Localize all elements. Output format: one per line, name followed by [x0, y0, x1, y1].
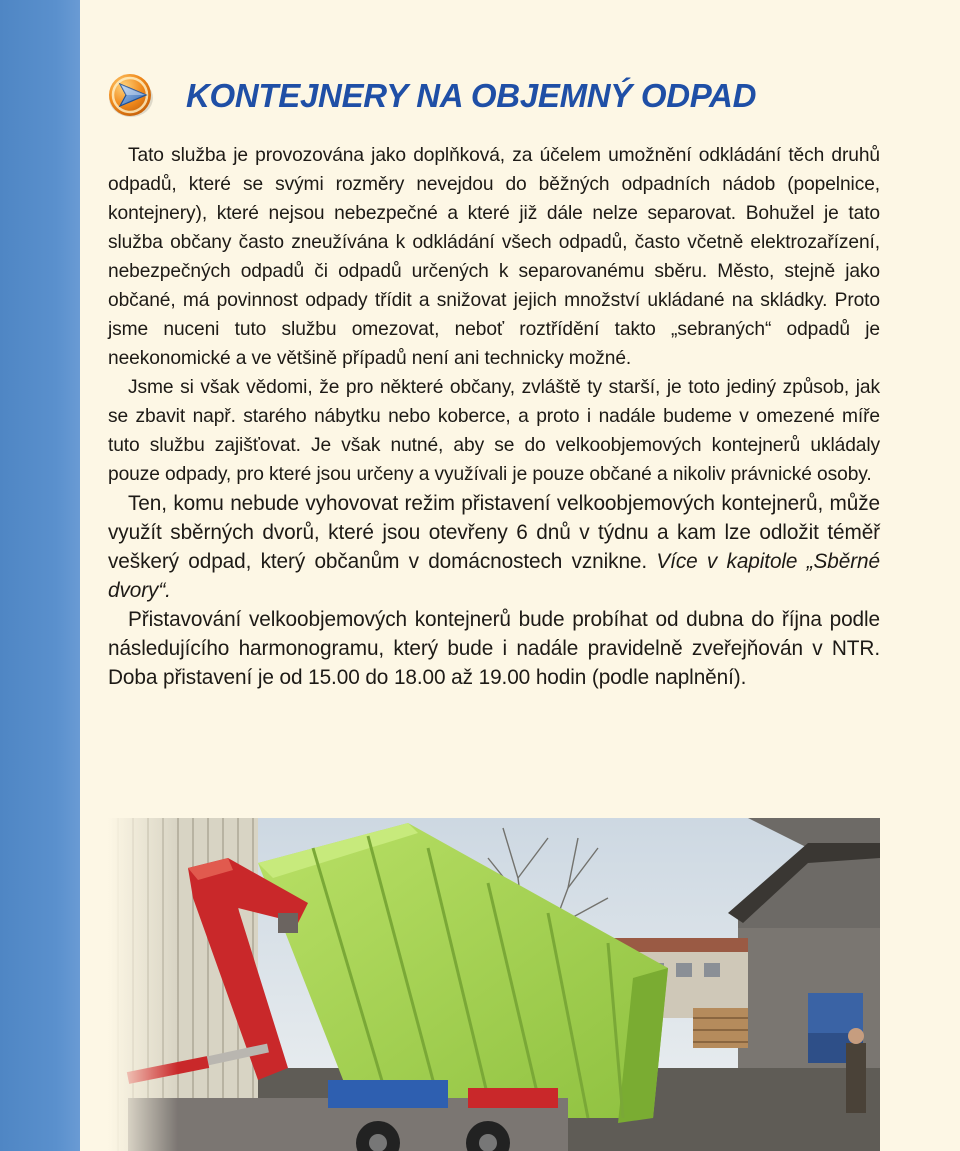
- arrow-badge-icon: [106, 70, 158, 122]
- paragraph-schedule: Přistavování velkoobjemových kontejnerů bude probíhat od dubna do října podle následujícího harmonogramu, který bude i nadále pravidelně zveřejňován v NTR. Doba přistavení je od 15.00 do 18.00 až 19.00 hodin (podle naplnění).: [108, 608, 880, 689]
- paragraph-collection-yards: [108, 489, 880, 605]
- photo-illustration: [108, 818, 880, 1151]
- side-color-band: [0, 0, 80, 1151]
- container-truck-photo: [108, 818, 880, 1151]
- paragraph-intro: Tato služba je provozována jako doplňková, za účelem umožnění odkládání těch druhů odpadů, které se svými rozměry nevejdou do běžných odpadních nádob (popelnice, kontejnery), které nejsou nebezpečné a které již dále nelze separovat. Bohužel je tato služba občany často zneužívána k odkládání všech odpadů, často včetně elektrozařízení, nebezpečných odpadů či odpadů určených k separovanému sběru. Město, stejně jako občané, má povinnost odpady třídit a snižovat jejich množství ukládané na skládky. Proto jsme nuceni tuto službu omezovat, neboť roztřídění takto „sebraných“ odpadů je neekonomické a ve většině případů není ani technicky možné.: [108, 145, 880, 369]
- article-body: [108, 141, 880, 692]
- collection-yards-reference: Více v kapitole „Sběrné dvory“.: [108, 550, 880, 602]
- paragraph-awareness: Jsme si však vědomi, že pro některé občany, zvláště ty starší, je toto jediný způsob, jak se zbavit např. starého nábytku nebo koberce, a proto i nadále budeme v omezené míře tuto službu zajišťovat. Je však nutné, aby se do velkoobjemových kontejnerů ukládaly pouze odpady, pro které jsou určeny a využívali je pouze občané a nikoliv právnické osoby.: [108, 377, 880, 485]
- collection-yards-text: Ten, komu nebude vyhovovat režim přistavení velkoobjemových kontejnerů, může využít sběrných dvorů, které jsou otevřeny 6 dnů v týdnu a kam lze odložit téměř veškerý odpad, který občanům v domácnostech vznikne.: [108, 492, 880, 573]
- section-header: [106, 66, 756, 126]
- page-title: KONTEJNERY NA OBJEMNÝ ODPAD: [186, 77, 757, 114]
